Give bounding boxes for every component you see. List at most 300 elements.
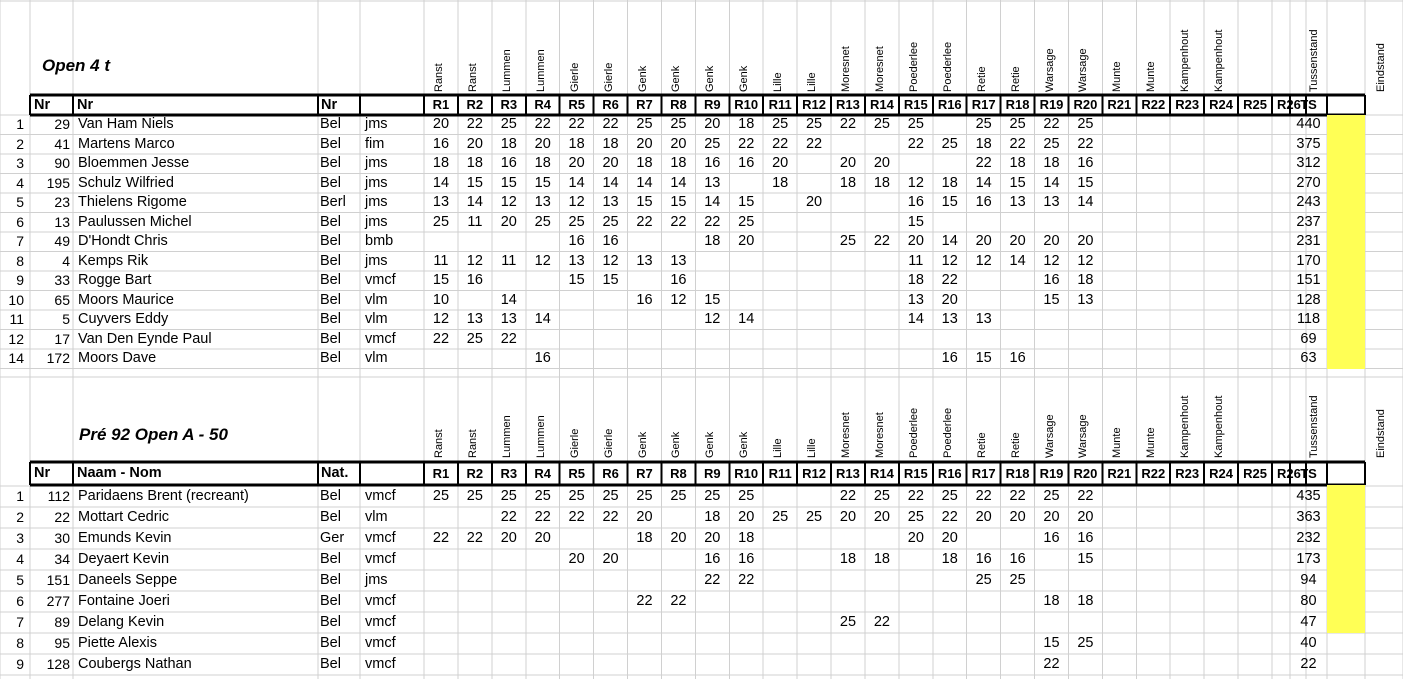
location-label: Warsage — [1077, 48, 1090, 92]
section-title: Pré 92 Open A - 50 — [79, 425, 228, 444]
row-score: 12 — [1043, 252, 1060, 269]
row-score: 13 — [1009, 194, 1026, 210]
row-club: jms — [365, 213, 388, 230]
row-score: 18 — [432, 155, 450, 171]
row-score: 20 — [907, 530, 924, 546]
row-score: 16 — [670, 272, 687, 288]
location-label: Genk — [738, 431, 751, 458]
row-score: 14 — [704, 194, 721, 210]
row-score: 15 — [1077, 551, 1094, 567]
row-score: 12 — [500, 194, 517, 210]
row-score: 20 — [805, 194, 823, 210]
row-tussenstand: 80 — [1300, 593, 1317, 609]
row-score: 25 — [602, 213, 619, 230]
location-label: Moresnet — [840, 46, 853, 92]
row-name: Schulz Wilfried — [78, 174, 174, 191]
row-score: 14 — [602, 174, 619, 191]
row-score: 18 — [670, 155, 687, 171]
row-score: 16 — [1009, 350, 1026, 366]
row-score: 22 — [873, 614, 890, 630]
row-score: 16 — [466, 272, 483, 288]
header-name: Naam - Nom — [77, 465, 162, 481]
row-rank: 8 — [16, 252, 24, 269]
location-label: Poederlee — [941, 41, 954, 92]
row-score: 12 — [1077, 252, 1094, 269]
row-number: 128 — [46, 656, 70, 672]
location-label: Lille — [806, 438, 819, 458]
location-label: Retie — [1009, 432, 1022, 458]
row-score: 13 — [534, 194, 551, 210]
section-title: Open 4 t — [42, 56, 111, 75]
row-score: 12 — [568, 194, 585, 210]
row-rank: 6 — [16, 593, 24, 609]
row-number: 277 — [46, 593, 70, 609]
row-tussenstand: 128 — [1296, 291, 1321, 308]
row-score: 20 — [738, 233, 755, 249]
row-rank: 1 — [16, 488, 24, 504]
row-nationality: Bel — [320, 593, 341, 609]
row-name: Thielens Rigome — [78, 194, 187, 210]
row-name: Rogge Bart — [78, 272, 152, 288]
row-score: 22 — [975, 155, 992, 171]
row-score: 16 — [975, 194, 992, 210]
row-score: 13 — [1043, 194, 1060, 210]
location-label: Warsage — [1043, 48, 1056, 92]
round-header: R8 — [670, 97, 687, 112]
row-number: 30 — [54, 530, 70, 546]
round-header: R15 — [903, 97, 928, 112]
row-club: vlm — [365, 509, 388, 525]
row-score: 12 — [907, 174, 924, 191]
round-header: R21 — [1107, 466, 1132, 481]
row-score: 20 — [670, 530, 687, 546]
row-nationality: Bel — [320, 350, 341, 366]
row-name: Bloemmen Jesse — [78, 155, 190, 171]
row-nationality: Bel — [320, 233, 341, 249]
row-tussenstand: 94 — [1300, 572, 1317, 588]
location-label: Munte — [1145, 61, 1158, 92]
row-nationality: Bel — [320, 291, 341, 308]
row-score: 22 — [1077, 488, 1094, 504]
row-name: Van Den Eynde Paul — [78, 330, 212, 347]
row-number: 33 — [54, 272, 70, 288]
round-header: R19 — [1039, 466, 1064, 481]
tussenstand-label: Tussenstand — [1308, 395, 1320, 458]
location-label: Warsage — [1077, 414, 1090, 458]
row-score: 20 — [1043, 509, 1060, 525]
row-number: 22 — [54, 509, 70, 525]
row-number: 4 — [62, 252, 70, 269]
round-header: R12 — [802, 466, 826, 481]
row-name: Mottart Cedric — [78, 509, 170, 525]
row-tussenstand: 231 — [1296, 233, 1321, 249]
row-score: 11 — [467, 213, 483, 230]
row-score: 16 — [500, 155, 517, 171]
row-score: 16 — [636, 291, 653, 308]
row-score: 22 — [805, 135, 823, 152]
row-score: 20 — [772, 155, 789, 171]
round-header: R11 — [768, 466, 792, 481]
row-score: 25 — [500, 116, 517, 132]
location-label: Genk — [704, 65, 717, 92]
location-label: Lille — [772, 438, 785, 458]
row-score: 22 — [907, 135, 924, 152]
row-score: 22 — [466, 530, 483, 546]
row-score: 20 — [873, 155, 890, 171]
row-number: 13 — [54, 213, 70, 230]
row-name: Delang Kevin — [78, 614, 165, 630]
row-nationality: Bel — [320, 509, 341, 525]
row-score: 22 — [432, 330, 450, 347]
location-label: Munte — [1111, 427, 1124, 458]
round-header: R8 — [670, 466, 687, 481]
round-header: R4 — [534, 97, 552, 112]
row-score: 25 — [873, 488, 890, 504]
row-rank: 10 — [8, 291, 24, 308]
row-nationality: Bel — [320, 330, 341, 347]
round-header: R2 — [466, 97, 484, 112]
location-label: Genk — [636, 65, 649, 92]
round-header: R24 — [1209, 97, 1234, 112]
round-header: R18 — [1005, 97, 1030, 112]
row-score: 13 — [636, 252, 653, 269]
row-score: 14 — [466, 194, 483, 210]
round-header: R17 — [971, 466, 996, 481]
header-name: Nr — [77, 97, 94, 113]
row-number: 151 — [46, 572, 70, 588]
row-tussenstand: 232 — [1296, 530, 1321, 546]
row-tussenstand: 237 — [1296, 213, 1321, 230]
row-score: 14 — [907, 311, 924, 327]
row-number: 23 — [54, 194, 70, 210]
row-nationality: Bel — [320, 252, 341, 269]
row-nationality: Bel — [320, 155, 341, 171]
row-score: 20 — [568, 155, 585, 171]
row-score: 15 — [907, 213, 924, 230]
row-score: 20 — [704, 530, 721, 546]
round-header: R1 — [432, 466, 450, 481]
row-score: 13 — [670, 252, 687, 269]
row-score: 18 — [873, 551, 890, 567]
row-name: Paridaens Brent (recreant) — [78, 488, 249, 504]
row-nationality: Bel — [320, 135, 341, 152]
row-score: 16 — [941, 350, 958, 366]
row-number: 172 — [46, 350, 70, 366]
row-score: 18 — [534, 155, 551, 171]
row-score: 13 — [500, 311, 517, 327]
row-score: 18 — [941, 551, 958, 567]
row-score: 15 — [975, 350, 992, 366]
round-header: R22 — [1141, 97, 1166, 112]
row-score: 25 — [772, 509, 789, 525]
row-club: vmcf — [365, 593, 396, 609]
row-rank: 4 — [16, 174, 24, 191]
location-label: Moresnet — [840, 412, 853, 458]
row-tussenstand: 118 — [1296, 311, 1321, 327]
location-label: Munte — [1145, 427, 1158, 458]
row-score: 20 — [738, 509, 755, 525]
row-score: 22 — [568, 116, 585, 132]
row-score: 14 — [534, 311, 551, 327]
row-score: 18 — [704, 233, 721, 249]
row-score: 20 — [534, 135, 551, 152]
row-score: 22 — [1009, 488, 1026, 504]
row-rank: 12 — [8, 330, 24, 347]
row-tussenstand: 170 — [1296, 252, 1321, 269]
row-score: 25 — [975, 572, 992, 588]
row-score: 25 — [1077, 635, 1094, 651]
row-score: 22 — [907, 488, 924, 504]
round-header: R26 — [1277, 97, 1301, 112]
row-rank: 1 — [16, 116, 24, 132]
location-label: Munte — [1111, 61, 1124, 92]
round-header: R6 — [602, 466, 619, 481]
row-score: 25 — [907, 116, 924, 132]
location-label: Lummen — [500, 49, 513, 92]
row-score: 14 — [568, 174, 585, 191]
location-label: Warsage — [1043, 414, 1056, 458]
location-label: Kampenhout — [1213, 395, 1226, 458]
row-score: 16 — [704, 551, 721, 567]
row-club: vmcf — [365, 635, 396, 651]
row-score: 16 — [1043, 530, 1060, 546]
row-nationality: Bel — [320, 116, 341, 132]
row-rank: 11 — [9, 311, 24, 327]
row-number: 95 — [54, 635, 70, 651]
location-label: Poederlee — [907, 41, 920, 92]
row-score: 10 — [432, 291, 450, 308]
round-header: R19 — [1039, 97, 1064, 112]
row-score: 20 — [1043, 233, 1060, 249]
row-score: 25 — [432, 488, 450, 504]
row-score: 25 — [670, 116, 687, 132]
row-score: 15 — [602, 272, 619, 288]
row-score: 20 — [432, 116, 450, 132]
row-club: jms — [365, 194, 388, 210]
row-score: 25 — [636, 488, 653, 504]
row-score: 20 — [873, 509, 890, 525]
round-header: R22 — [1141, 466, 1166, 481]
row-score: 22 — [941, 272, 958, 288]
row-score: 15 — [568, 272, 585, 288]
row-name: Moors Maurice — [78, 291, 174, 308]
row-tussenstand: 363 — [1296, 509, 1321, 525]
row-score: 16 — [602, 233, 619, 249]
row-score: 18 — [772, 174, 789, 191]
row-score: 15 — [534, 174, 551, 191]
row-score: 25 — [1043, 488, 1060, 504]
row-score: 15 — [1043, 635, 1060, 651]
location-label: Lummen — [534, 415, 547, 458]
row-score: 22 — [432, 530, 450, 546]
location-label: Poederlee — [941, 407, 954, 458]
row-name: Daneels Seppe — [78, 572, 178, 588]
row-rank: 3 — [16, 530, 24, 546]
row-score: 13 — [907, 291, 924, 308]
row-score: 12 — [466, 252, 483, 269]
row-score: 18 — [1077, 272, 1094, 288]
row-score: 16 — [975, 551, 992, 567]
row-score: 22 — [772, 135, 789, 152]
row-club: vmcf — [365, 551, 396, 567]
row-rank: 7 — [16, 233, 24, 249]
row-score: 25 — [873, 116, 890, 132]
location-label: Moresnet — [873, 412, 886, 458]
row-score: 15 — [704, 291, 721, 308]
row-score: 25 — [500, 488, 517, 504]
row-score: 25 — [636, 116, 653, 132]
row-score: 25 — [602, 488, 619, 504]
row-nationality: Bel — [320, 656, 341, 672]
row-score: 20 — [941, 530, 958, 546]
row-score: 14 — [500, 291, 517, 308]
location-label: Ranst — [466, 429, 479, 458]
row-club: jms — [365, 116, 388, 132]
round-header: R25 — [1243, 466, 1267, 481]
eindstand-highlight — [1327, 485, 1365, 633]
row-score: 14 — [670, 174, 687, 191]
row-score: 12 — [432, 311, 450, 327]
row-score: 25 — [534, 488, 551, 504]
row-score: 13 — [568, 252, 585, 269]
location-label: Ranst — [433, 63, 445, 92]
row-number: 195 — [46, 174, 70, 191]
row-score: 13 — [1077, 291, 1094, 308]
round-header: R23 — [1175, 97, 1200, 112]
round-header: R23 — [1175, 466, 1200, 481]
row-score: 15 — [500, 174, 517, 191]
row-score: 25 — [432, 213, 450, 230]
row-score: 25 — [839, 233, 857, 249]
round-header: R24 — [1209, 466, 1234, 481]
location-label: Ranst — [466, 63, 479, 92]
row-club: vmcf — [365, 530, 396, 546]
row-score: 22 — [1077, 135, 1094, 152]
row-score: 20 — [941, 291, 958, 308]
row-number: 49 — [54, 233, 70, 249]
location-label: Lille — [772, 72, 785, 92]
row-score: 18 — [500, 135, 517, 152]
row-number: 112 — [47, 488, 70, 504]
row-score: 15 — [1009, 174, 1026, 191]
row-tussenstand: 243 — [1296, 194, 1321, 210]
row-score: 18 — [466, 155, 483, 171]
row-score: 22 — [738, 572, 755, 588]
row-score: 22 — [500, 509, 517, 525]
row-rank: 5 — [16, 194, 24, 210]
location-label: Genk — [670, 431, 683, 458]
location-label: Kampenhout — [1179, 29, 1192, 92]
row-name: Fontaine Joeri — [78, 593, 170, 609]
row-nationality: Ger — [320, 530, 345, 546]
row-score: 25 — [670, 488, 687, 504]
row-score: 16 — [738, 551, 755, 567]
row-score: 18 — [1009, 155, 1026, 171]
row-score: 15 — [1077, 174, 1094, 191]
location-label: Lille — [806, 72, 819, 92]
row-club: bmb — [365, 233, 394, 249]
row-nationality: Bel — [320, 488, 341, 504]
row-score: 14 — [738, 311, 755, 327]
row-score: 20 — [500, 213, 517, 230]
row-score: 20 — [500, 530, 517, 546]
row-score: 16 — [1077, 530, 1094, 546]
row-number: 65 — [54, 291, 70, 308]
row-score: 20 — [636, 135, 653, 152]
row-score: 20 — [1009, 233, 1026, 249]
row-score: 14 — [1009, 252, 1026, 269]
row-number: 17 — [54, 330, 70, 347]
row-score: 12 — [534, 252, 551, 269]
row-name: Martens Marco — [78, 135, 175, 152]
round-header: R5 — [568, 97, 585, 112]
round-header: R3 — [500, 97, 518, 112]
row-score: 25 — [805, 116, 823, 132]
row-score: 13 — [975, 311, 992, 327]
eindstand-label: Eindstand — [1375, 43, 1387, 92]
row-score: 15 — [466, 174, 483, 191]
round-header: R7 — [636, 466, 653, 481]
row-score: 18 — [975, 135, 992, 152]
round-header: R20 — [1073, 466, 1098, 481]
row-name: Paulussen Michel — [78, 213, 192, 230]
round-header: R26 — [1277, 466, 1301, 481]
row-score: 12 — [975, 252, 992, 269]
row-rank: 2 — [16, 135, 24, 152]
row-name: Kemps Rik — [78, 252, 149, 269]
row-score: 22 — [738, 135, 755, 152]
row-tussenstand: 69 — [1300, 330, 1317, 347]
row-score: 25 — [704, 488, 721, 504]
round-header: R16 — [937, 97, 962, 112]
location-label: Retie — [975, 66, 988, 92]
round-header: R12 — [802, 97, 826, 112]
row-nationality: Bel — [320, 174, 341, 191]
round-header: R13 — [836, 97, 860, 112]
row-score: 20 — [1077, 509, 1094, 525]
row-name: Deyaert Kevin — [78, 551, 170, 567]
row-score: 25 — [568, 213, 585, 230]
row-tussenstand: 47 — [1300, 614, 1317, 630]
row-score: 20 — [636, 509, 653, 525]
row-score: 15 — [670, 194, 687, 210]
row-club: jms — [365, 252, 388, 269]
location-label: Genk — [636, 431, 649, 458]
row-score: 16 — [1077, 155, 1094, 171]
row-score: 18 — [636, 530, 653, 546]
row-tussenstand: 435 — [1296, 488, 1321, 504]
location-label: Genk — [704, 431, 717, 458]
row-club: fim — [365, 135, 385, 152]
row-score: 22 — [534, 116, 551, 132]
header-nr: Nr — [34, 465, 51, 481]
round-header: R4 — [534, 466, 552, 481]
row-score: 25 — [839, 614, 857, 630]
row-score: 16 — [432, 135, 450, 152]
eindstand-label: Eindstand — [1375, 409, 1387, 458]
row-nationality: Bel — [320, 311, 341, 327]
location-label: Lummen — [500, 415, 513, 458]
row-nationality: Bel — [320, 213, 341, 230]
row-score: 25 — [907, 509, 924, 525]
row-score: 13 — [602, 194, 619, 210]
row-club: jms — [365, 572, 388, 588]
row-number: 41 — [54, 135, 70, 152]
row-tussenstand: 63 — [1300, 350, 1317, 366]
round-header: R14 — [869, 466, 894, 481]
location-label: Moresnet — [873, 46, 886, 92]
row-score: 18 — [873, 174, 890, 191]
